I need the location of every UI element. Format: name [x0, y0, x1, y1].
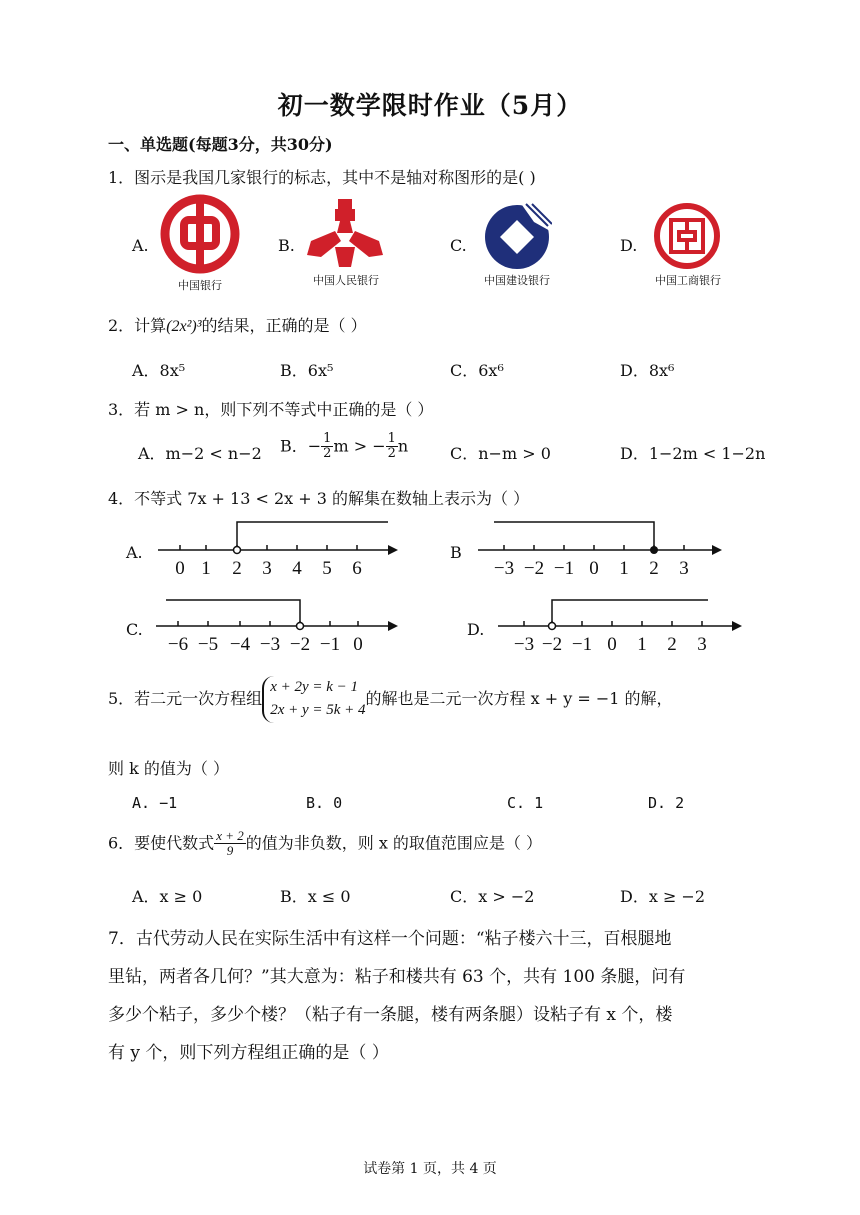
tick-label: −3 — [513, 634, 535, 655]
q5-text-pre: 5．若二元一次方程组 — [108, 688, 263, 708]
q5-equation-system — [262, 676, 365, 723]
q2-expression: (2x²)³ — [166, 318, 202, 335]
q3-option-a: A．m−2 < n−2 — [138, 444, 262, 463]
q1-option-b-letter: B. — [278, 236, 295, 255]
tick-label: 5 — [322, 558, 332, 579]
tick-label: 2 — [667, 634, 677, 655]
q5-text-post: 的解也是二元一次方程 x + y = −1 的解， — [365, 688, 673, 708]
tick-label: −5 — [197, 634, 219, 655]
q5-equation-1: x + 2y = k − 1 — [270, 679, 359, 695]
tick-label: −4 — [229, 634, 251, 655]
q2-option-b: B．6x⁵ — [280, 361, 334, 380]
q3-fraction-2 — [386, 432, 398, 462]
q6-text-pre: 6．要使代数式 — [108, 833, 215, 853]
bank-caption-icbc: 中国工商银行 — [655, 274, 721, 287]
q1-option-c-letter: C. — [450, 236, 467, 255]
q3-option-b-pre: B．− — [280, 436, 322, 456]
page-title: 初一数学限时作业（5月） — [277, 91, 583, 120]
question-7-line-2: 里钻，两者各几何？”其大意为：粘子和楼共有 63 个，共有 100 条腿，问有 — [108, 967, 686, 987]
q2-text-pre: 2．计算 — [108, 316, 167, 335]
q4-option-a-letter: A. — [126, 543, 143, 562]
peoples-bank-logo-icon — [305, 197, 385, 269]
q4-option-d-letter: D. — [467, 620, 485, 639]
icbc-logo-icon — [653, 202, 721, 270]
q6-option-d: D．x ≥ −2 — [620, 887, 706, 906]
tick-label: −6 — [167, 634, 189, 655]
q4-option-b-letter: B — [450, 543, 462, 562]
number-line-d — [494, 594, 744, 656]
question-7-line-3: 多少个粘子，多少个楼？（粘子有一条腿，楼有两条腿）设粘子有 x 个，楼 — [108, 1005, 673, 1025]
tick-label: 6 — [352, 558, 362, 579]
page-footer: 试卷第 1 页，共 4 页 — [363, 1161, 497, 1177]
q5-option-a: A. −1 — [132, 794, 178, 812]
section-heading: 一、单选题(每题3分，共30分) — [108, 135, 333, 154]
fraction-denominator: 9 — [226, 843, 234, 859]
q2-option-a: A．8x⁵ — [132, 361, 186, 380]
tick-label: 0 — [589, 558, 599, 579]
tick-label: −3 — [259, 634, 281, 655]
q3-fraction-1 — [321, 432, 333, 462]
number-line-c — [150, 594, 400, 656]
q6-text-post: 的值为非负数，则 x 的取值范围应是（ ） — [245, 833, 543, 853]
q5-option-d: D. 2 — [648, 794, 685, 812]
tick-label: 3 — [679, 558, 689, 579]
q5-option-b: B. 0 — [306, 794, 343, 812]
tick-label: 3 — [262, 558, 272, 579]
tick-label: 0 — [175, 558, 185, 579]
tick-label: 0 — [607, 634, 617, 655]
q3-option-b-post: n — [397, 436, 409, 456]
q4-option-c-letter: C. — [126, 620, 143, 639]
q6-option-c: C．x > −2 — [450, 887, 535, 906]
fraction-numerator: x + 2 — [216, 828, 244, 843]
construction-bank-logo-icon — [482, 202, 552, 272]
bank-caption-boc: 中国银行 — [178, 279, 222, 292]
bank-caption-pbc: 中国人民银行 — [313, 274, 379, 287]
q6-fraction — [214, 829, 246, 859]
tick-label: −1 — [553, 558, 575, 579]
question-4: 4．不等式 7x + 13 < 2x + 3 的解集在数轴上表示为（ ） — [108, 489, 530, 508]
q3-option-b — [280, 432, 408, 462]
question-5 — [108, 676, 673, 723]
fraction-denominator: 2 — [387, 446, 396, 462]
q5-equation-2: 2x + y = 5k + 4 — [270, 702, 366, 719]
q1-option-d-letter: D. — [620, 236, 638, 255]
q6-option-b: B．x ≤ 0 — [280, 887, 351, 906]
tick-label: 0 — [353, 634, 363, 655]
q3-option-d: D．1−2m < 1−2n — [620, 444, 766, 463]
fraction-numerator: 1 — [387, 431, 396, 446]
tick-label: −2 — [289, 634, 311, 655]
question-2 — [108, 313, 367, 336]
tick-label: 2 — [649, 558, 659, 579]
question-7-line-4: 有 y 个，则下列方程组正确的是（ ） — [108, 1043, 389, 1063]
tick-label: −3 — [493, 558, 515, 579]
tick-label: −1 — [571, 634, 593, 655]
tick-label: 1 — [619, 558, 629, 579]
q3-option-b-mid: m > − — [333, 436, 386, 456]
bank-of-china-logo-icon — [160, 194, 240, 274]
tick-label: 3 — [697, 634, 707, 655]
q2-text-post: 的结果，正确的是（ ） — [201, 316, 367, 335]
q2-option-c: C．6x⁶ — [450, 361, 504, 380]
question-1: 1．图示是我国几家银行的标志，其中不是轴对称图形的是( ) — [108, 168, 536, 187]
fraction-denominator: 2 — [323, 446, 332, 462]
tick-label: 2 — [232, 558, 242, 579]
number-line-a — [150, 518, 400, 580]
tick-label: −2 — [541, 634, 563, 655]
tick-label: −2 — [523, 558, 545, 579]
tick-label: 1 — [637, 634, 647, 655]
q1-option-a-letter: A. — [132, 236, 149, 255]
bank-caption-ccb: 中国建设银行 — [484, 274, 550, 287]
number-line-b — [474, 518, 724, 580]
fraction-numerator: 1 — [323, 431, 332, 446]
q5-line-2: 则 k 的值为（ ） — [108, 759, 229, 778]
question-7-line-1: 7．古代劳动人民在实际生活中有这样一个问题：“粘子楼六十三，百根腿地 — [108, 929, 672, 949]
tick-label: 1 — [201, 558, 211, 579]
tick-label: −1 — [319, 634, 341, 655]
q2-option-d: D．8x⁶ — [620, 361, 675, 380]
question-6 — [108, 829, 542, 859]
tick-label: 4 — [292, 558, 302, 579]
q5-option-c: C. 1 — [507, 794, 544, 812]
q6-option-a: A．x ≥ 0 — [132, 887, 203, 906]
q3-option-c: C．n−m > 0 — [450, 444, 551, 463]
question-3: 3．若 m > n，则下列不等式中正确的是（ ） — [108, 400, 434, 419]
